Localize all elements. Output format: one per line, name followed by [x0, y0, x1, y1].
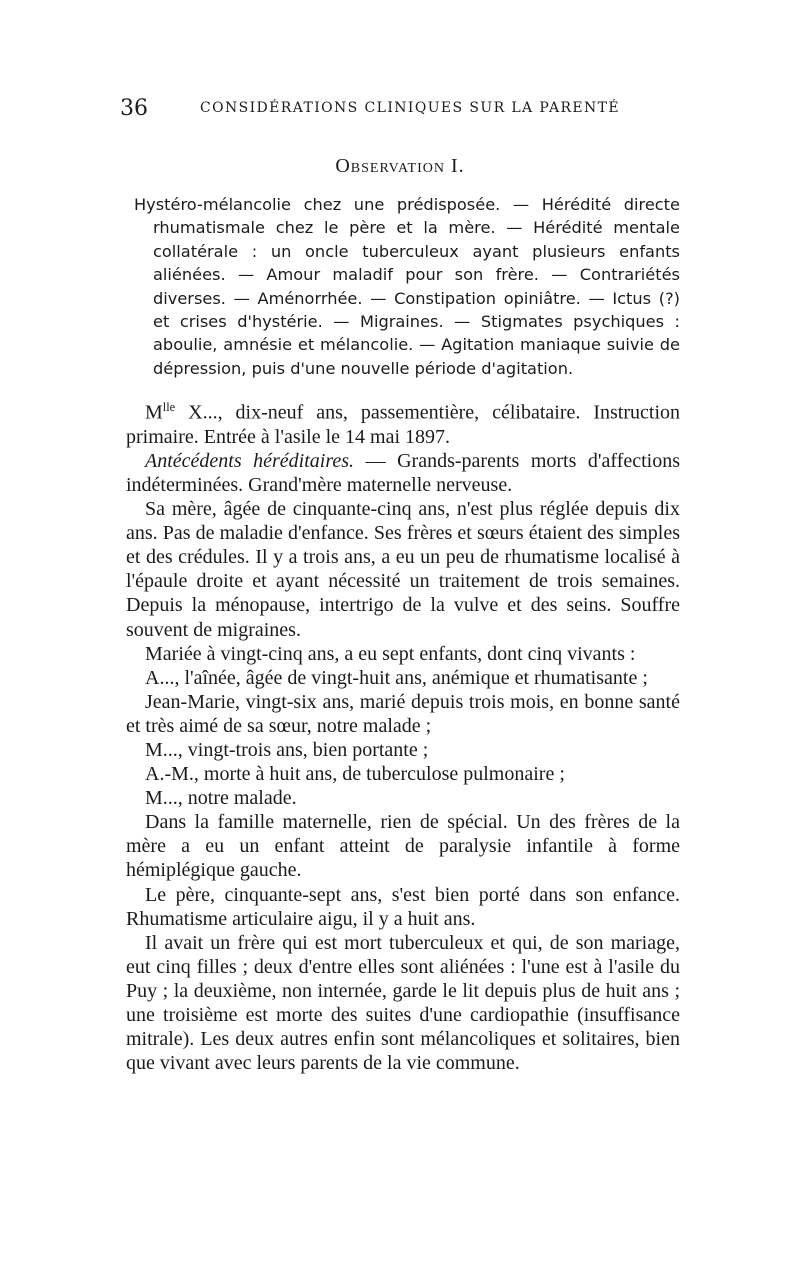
observation-body [126, 395, 680, 1075]
observation-summary [134, 193, 680, 380]
list-item-child-4: A.-M., morte à huit ans, de tuberculose pulmonaire ; [145, 763, 565, 786]
page-number: 36 [120, 96, 148, 121]
superscript-abbrev: lle [162, 400, 176, 414]
summary-text: Hystéro-mélancolie chez une prédisposée. — Hérédité directe rhumatismale chez le père et la mère. — Hérédité mentale collatérale : un oncle tuberculeux ayant plusieurs enfants aliénées. — Amour maladif pour son frère. — Contrariétés diverses. — Aménorrhée. — Constipation opiniâtre. — Ictus (?) et crises d'hystérie. — Migraines. — Stigmates psychiques : aboulie, amnésie et mélancolie. — Agitation maniaque suivie de dépression, puis d'une nouvelle période d'agitation. [134, 195, 680, 378]
running-title: CONSIDÉRATIONS CLINIQUES SUR LA PARENTÉ [200, 100, 621, 116]
paragraph-hereditary-antecedents [126, 449, 680, 497]
paragraph-patient-intro: $M^{lle}$ X..., dix-neuf ans, passementière, célibataire. Instruction primaire. Entrée à l'asile le 14 mai 1897. [126, 400, 680, 448]
page-header [120, 96, 680, 126]
section-label-hereditary: Antécédents héréditaires. [145, 449, 355, 472]
paragraph-father-brother: Il avait un frère qui est mort tuberculeux et qui, de son mariage, eut cinq filles ; deux d'entre elles sont aliénées : l'une est à l'asile du Puy ; la deuxième, non internée, garde le lit depuis plus de huit ans ; une troisième est morte des suites d'une cardiopathie (insuffisance mitrale). Les deux autres enfin sont mélancoliques et solitaires, bien que vivant avec leurs parents de la vie commune. [126, 931, 680, 1075]
list-item-child-2: Jean-Marie, vingt-six ans, marié depuis trois mois, en bonne santé et très aimé de sa sœur, notre malade ; [126, 690, 680, 737]
paragraph-mother: Sa mère, âgée de cinquante-cinq ans, n'est plus réglée depuis dix ans. Pas de maladie d'enfance. Ses frères et sœurs étaient des simples et des crédules. Il y a trois ans, a eu un peu de rhumatisme localisé à l'épaule droite et ayant nécessité un traitement de trois semaines. Depuis la ménopause, intertrigo de la vulve et des seins. Souffre souvent de migraines. [126, 498, 680, 641]
paragraph-maternal-family: Dans la famille maternelle, rien de spécial. Un des frères de la mère a eu un enfant atteint de paralysie infantile à forme hémiplégique gauche. [126, 811, 680, 882]
list-item-child-1: A..., l'aînée, âgée de vingt-huit ans, anémique et rhumatisante ; [145, 666, 648, 689]
observation-title: Observation I. [335, 155, 465, 177]
paragraph-father: Le père, cinquante-sept ans, s'est bien porté dans son enfance. Rhumatisme articulaire aigu, il y a huit ans. [126, 883, 680, 930]
list-item-child-5: M..., notre malade. [145, 787, 297, 810]
hereditary-text: — Grands-parents morts d'affections indéterminées. Grand'mère maternelle nerveuse. [126, 449, 680, 496]
list-item-child-3: M..., vingt-trois ans, bien portante ; [145, 738, 429, 761]
paragraph-children-intro: Mariée à vingt-cinq ans, a eu sept enfants, dont cinq vivants : [145, 642, 636, 665]
